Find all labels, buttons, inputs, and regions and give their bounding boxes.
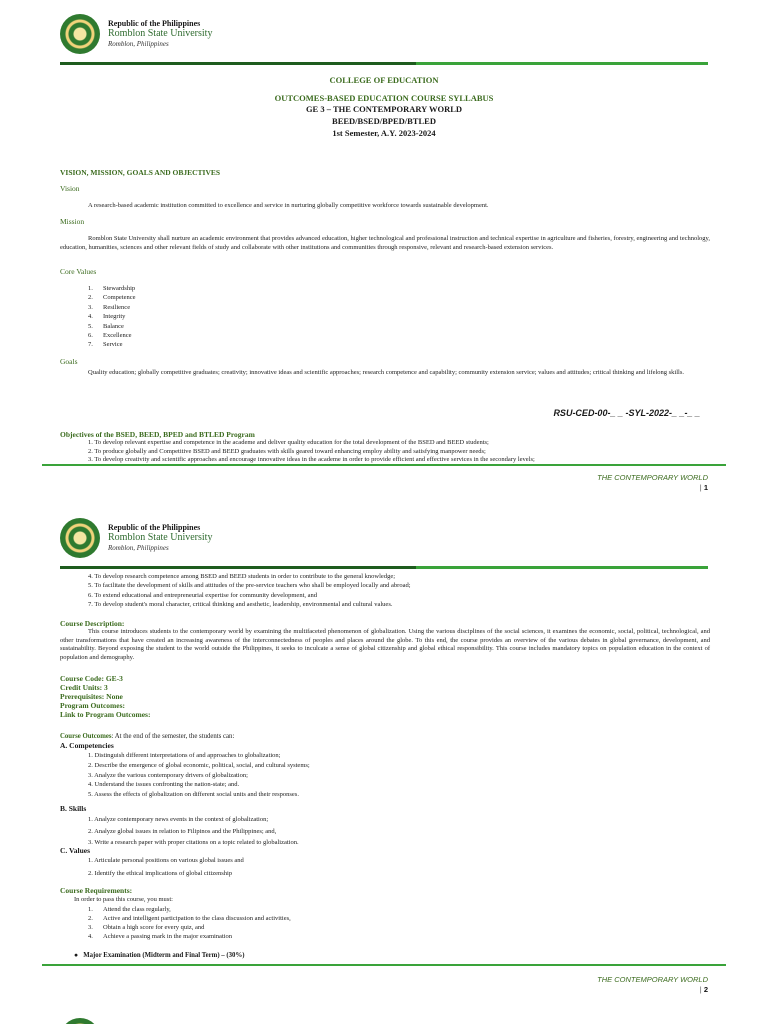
credit-units: Credit Units: 3 (60, 683, 108, 692)
university-name: Romblon State University (108, 532, 213, 543)
core-values-heading: Core Values (60, 267, 97, 276)
list-item: 2. Competence (88, 294, 136, 302)
university-seal-icon (60, 518, 100, 558)
list-item: 7. Service (88, 341, 123, 349)
course-description-text: This course introduces students to the contemporary world by examining the multifaceted phenomenon of globalization. Using the various disciplines of the social sciences, it examines the economic, social, political, technological, and other transformations that have created an increasing awareness of the interconnectedness of peoples and places around the globe. To this end, the course provides an overview of the various debates in global governance, development, and sustainability. Beyond exposing the student to the world outside the Philippines, it seeks to inculcate a sense of global citizenship and global ethical responsibility. This course includes mandatory topics on population education in the context of population and demography. (60, 628, 710, 661)
university-name: Romblon State University (108, 28, 213, 39)
list-item: 3. Resilience (88, 303, 131, 311)
mission-text: Romblon State University shall nurture an academic environment that provides advanced education, higher technological and professional instruction and technical expertise in agriculture and fisheries, forestry, engineering and technology, education, humanities, sciences and other relevant fields of study and collaborate with other institutions and communities through responsive, relevant and research-based extension services. (60, 235, 710, 251)
link-to-program-outcomes: Link to Program Outcomes: (60, 710, 151, 719)
objectives-list (88, 439, 708, 465)
goals-text: Quality education; globally competitive graduates; creativity; innovative ideas and scientific approaches; research competence and capability; community extension service; values and attitudes; critical thinking and lifelong skills. (88, 369, 685, 376)
syllabus-page-1 (0, 0, 768, 497)
skills-list (88, 814, 688, 849)
list-item: 4. Integrity (88, 313, 126, 321)
requirements-list (88, 905, 291, 941)
syllabus-title: OUTCOMES-BASED EDUCATION COURSE SYLLABUS (274, 93, 494, 103)
values-heading: C. Values (60, 846, 91, 855)
university-place: Romblon, Philippines (108, 40, 169, 48)
major-exam-text: Major Examination (Midterm and Final Term) – (30%) (83, 952, 245, 959)
university-seal-icon (60, 1018, 100, 1024)
competencies-list (88, 751, 688, 800)
semester-title: 1st Semester, A.Y. 2023-2024 (332, 128, 436, 138)
bullet-icon: ● (74, 952, 79, 959)
header-rule-dark (60, 62, 416, 65)
footer-title: THE CONTEMPORARY WORLD (597, 975, 708, 984)
course-description-heading: Course Description: (60, 619, 125, 628)
university-place: Romblon, Philippines (108, 544, 169, 552)
footer-title: THE CONTEMPORARY WORLD (597, 473, 708, 482)
college-title: COLLEGE OF EDUCATION (329, 75, 439, 85)
page-footer: THE CONTEMPORARY WORLD | 1 (597, 473, 708, 492)
requirements-heading: Course Requirements: (60, 886, 133, 895)
program-outcomes: Program Outcomes: (60, 701, 126, 710)
goals-heading: Goals (60, 357, 78, 366)
course-outcomes-label: Course Outcomes (60, 733, 112, 740)
list-item: 3. Write a research paper with proper citations on a topic related to globalization. (88, 839, 299, 846)
list-item: 6. To extend educational and entrepreneurial expertise for community development, and (88, 591, 318, 599)
list-item: 1. Articulate personal positions on various global issues and (88, 857, 244, 864)
list-item: 1. Distinguish different interpretations of and approaches to globalization; (88, 752, 281, 759)
header-rule-green (416, 62, 708, 65)
list-item: 1. Attend the class regularly, (88, 906, 171, 913)
header-rule-dark (60, 566, 416, 569)
list-item: 5. To facilitate the development of skills and attitudes of the pre-service teachers who shall be employed locally and abroad; (88, 582, 411, 590)
list-item: 5. Assess the effects of globalization on different social units and their responses. (88, 791, 299, 799)
list-item: 2. Describe the emergence of global economic, political, social, and cultural systems; (88, 761, 310, 769)
skills-heading: B. Skills (60, 804, 87, 813)
republic-label: Republic of the Philippines (108, 19, 201, 28)
course-outcomes-text: : At the end of the semester, the students can: (111, 733, 235, 740)
footer-rule (42, 964, 726, 966)
core-values-list (88, 284, 136, 350)
course-code: Course Code: GE-3 (60, 674, 123, 683)
republic-label: Republic of the Philippines (108, 523, 201, 532)
university-seal-icon (60, 14, 100, 54)
programs-title: BEED/BSED/BPED/BTLED (332, 116, 436, 126)
objectives-continued (88, 572, 708, 609)
major-exam-item (74, 952, 245, 959)
list-item: 6. Excellence (88, 332, 132, 340)
vision-text: A research-based academic institution committed to excellence and service in nurturing globally competitive workforce towards sustainable development. (88, 202, 489, 209)
list-item: 2. Analyze global issues in relation to Filipinos and the Philippines; and, (88, 827, 277, 835)
list-item: 1. To develop relevant expertise and competence in the academe and deliver quality education for the total development of the BSED and BEED students; (88, 439, 489, 446)
objectives-heading: Objectives of the BSED, BEED, BPED and BTLED Program (60, 430, 255, 439)
list-item: 5. Balance (88, 322, 124, 330)
list-item: 2. Identify the ethical implications of global citizenship (88, 869, 233, 877)
list-item: 3. To develop creativity and scientific approaches and encourage innovative ideas in the academe in order to provide efficient and effective services in the secondary levels; (88, 456, 535, 463)
page-number: 2 (703, 985, 708, 994)
syllabus-page-3-edge (0, 1014, 768, 1024)
course-outcomes-intro (60, 732, 710, 741)
vmgo-heading: VISION, MISSION, GOALS AND OBJECTIVES (60, 168, 221, 177)
mission-heading: Mission (60, 217, 85, 226)
list-item: 2. Active and intelligent participation to the class discussion and activities, (88, 915, 291, 922)
competencies-heading: A. Competencies (60, 741, 114, 750)
requirements-intro: In order to pass this course, you must: (74, 896, 173, 903)
list-item: 1. Analyze contemporary news events in the context of globalization; (88, 816, 269, 823)
prerequisites: Prerequisites: None (60, 692, 123, 701)
list-item: 3. Analyze the various contemporary drivers of globalization; (88, 771, 248, 779)
course-title: GE 3 – THE CONTEMPORARY WORLD (305, 104, 463, 114)
list-item: 2. To produce globally and Competitive BSED and BEED graduates with skills geared toward enhancing employ ability and satisfying manpower needs; (88, 447, 486, 455)
list-item: 3. Obtain a high score for every quiz, and (88, 924, 205, 931)
list-item: 7. To develop student's moral character, critical thinking and aesthetic, leadership, environmental and cultural values. (88, 600, 393, 608)
vision-heading: Vision (60, 184, 80, 193)
list-item: 4. Achieve a passing mark in the major examination (88, 933, 233, 940)
footer-rule (42, 464, 726, 466)
values-list (88, 855, 688, 880)
list-item: 4. Understand the issues confronting the nation-state; and. (88, 781, 240, 789)
page-number: 1 (703, 483, 708, 492)
header-rule-green (416, 566, 708, 569)
document-code: RSU-CED-00-_ _ -SYL-2022-_ _-_ _ (553, 408, 700, 418)
list-item: 1. Stewardship (88, 285, 136, 292)
page-footer: THE CONTEMPORARY WORLD | 2 (597, 975, 708, 994)
syllabus-page-2 (0, 510, 768, 1010)
list-item: 4. To develop research competence among BSED and BEED students in order to contribute to the general knowledge; (88, 573, 396, 580)
